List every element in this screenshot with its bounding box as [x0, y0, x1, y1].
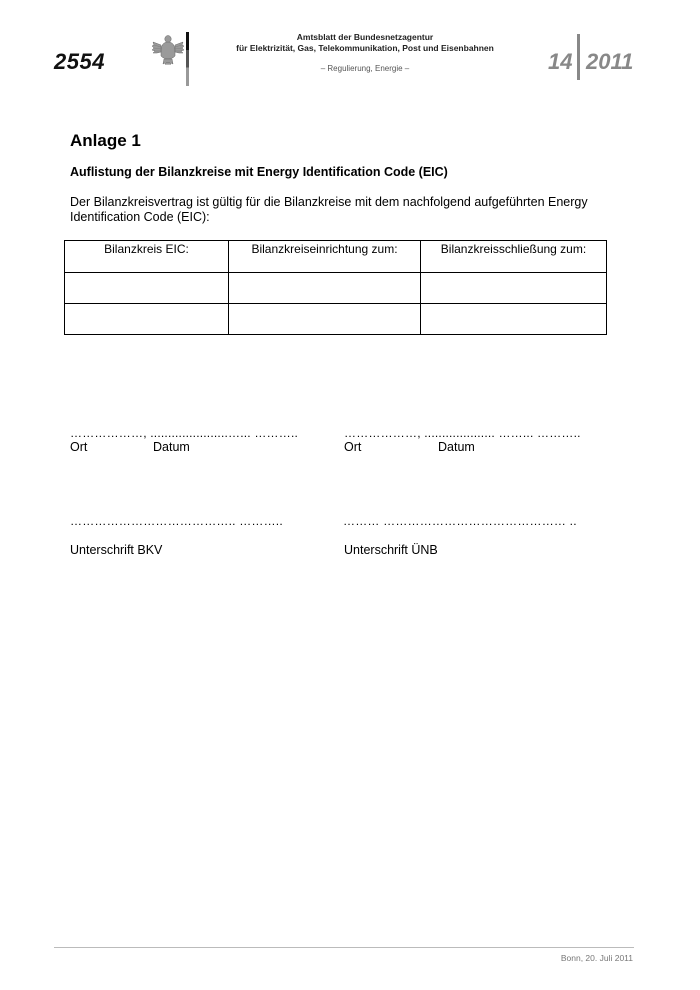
page-title: Anlage 1: [70, 131, 141, 150]
section-heading: Auflistung der Bilanzkreise mit Energy Identification Code (EIC): [70, 165, 448, 179]
intro-paragraph: Der Bilanzkreisvertrag ist gültig für die Bilanzkreise mit dem nachfolgend aufgeführten Energy Identification Code (EIC):: [70, 195, 588, 224]
table-row: [65, 304, 607, 335]
right-place-label: Ort: [344, 440, 362, 454]
column-header-setup-date: Bilanzkreiseinrichtung zum:: [229, 241, 421, 273]
column-header-eic: Bilanzkreis EIC:: [65, 241, 229, 273]
publisher-line-2: für Elektrizität, Gas, Telekommunikation, Post und Eisenbahnen: [236, 43, 494, 53]
right-signature-line: ……… ……………………………………… ..: [343, 514, 577, 528]
left-signature-line: ………………………………….. ………..: [70, 514, 283, 528]
table-header-row: [65, 241, 607, 273]
federal-eagle-icon: [152, 32, 184, 66]
page-number: 2554: [54, 49, 105, 74]
right-date-label: Datum: [438, 440, 475, 454]
left-signature-label: Unterschrift BKV: [70, 543, 163, 557]
table-cell[interactable]: [421, 273, 607, 304]
header-flag-bar: [186, 32, 189, 86]
left-place-label: Ort: [70, 440, 88, 454]
eic-table: [64, 240, 607, 335]
left-date-label: Datum: [153, 440, 190, 454]
table-row: [65, 273, 607, 304]
table-cell[interactable]: [65, 273, 229, 304]
table-cell[interactable]: [421, 304, 607, 335]
table-cell[interactable]: [229, 304, 421, 335]
issue-year: 2011: [586, 49, 634, 74]
publisher-line-1: Amtsblatt der Bundesnetzagentur: [296, 32, 434, 42]
right-place-date-line: ………………, .................... ……... ………..: [344, 426, 581, 440]
left-place-date-line: ………………, ......................…... ………..: [70, 426, 299, 440]
column-header-closure-date: Bilanzkreisschließung zum:: [421, 241, 607, 273]
issue-number: 14: [548, 49, 573, 74]
footer-divider: [54, 947, 634, 948]
publication-subtitle: – Regulierung, Energie –: [320, 64, 410, 73]
table-cell[interactable]: [229, 273, 421, 304]
table-cell[interactable]: [65, 304, 229, 335]
footer-date: Bonn, 20. Juli 2011: [560, 953, 633, 963]
right-signature-label: Unterschrift ÜNB: [344, 543, 438, 557]
issue-divider: [577, 34, 580, 80]
publication-header: [200, 32, 530, 73]
